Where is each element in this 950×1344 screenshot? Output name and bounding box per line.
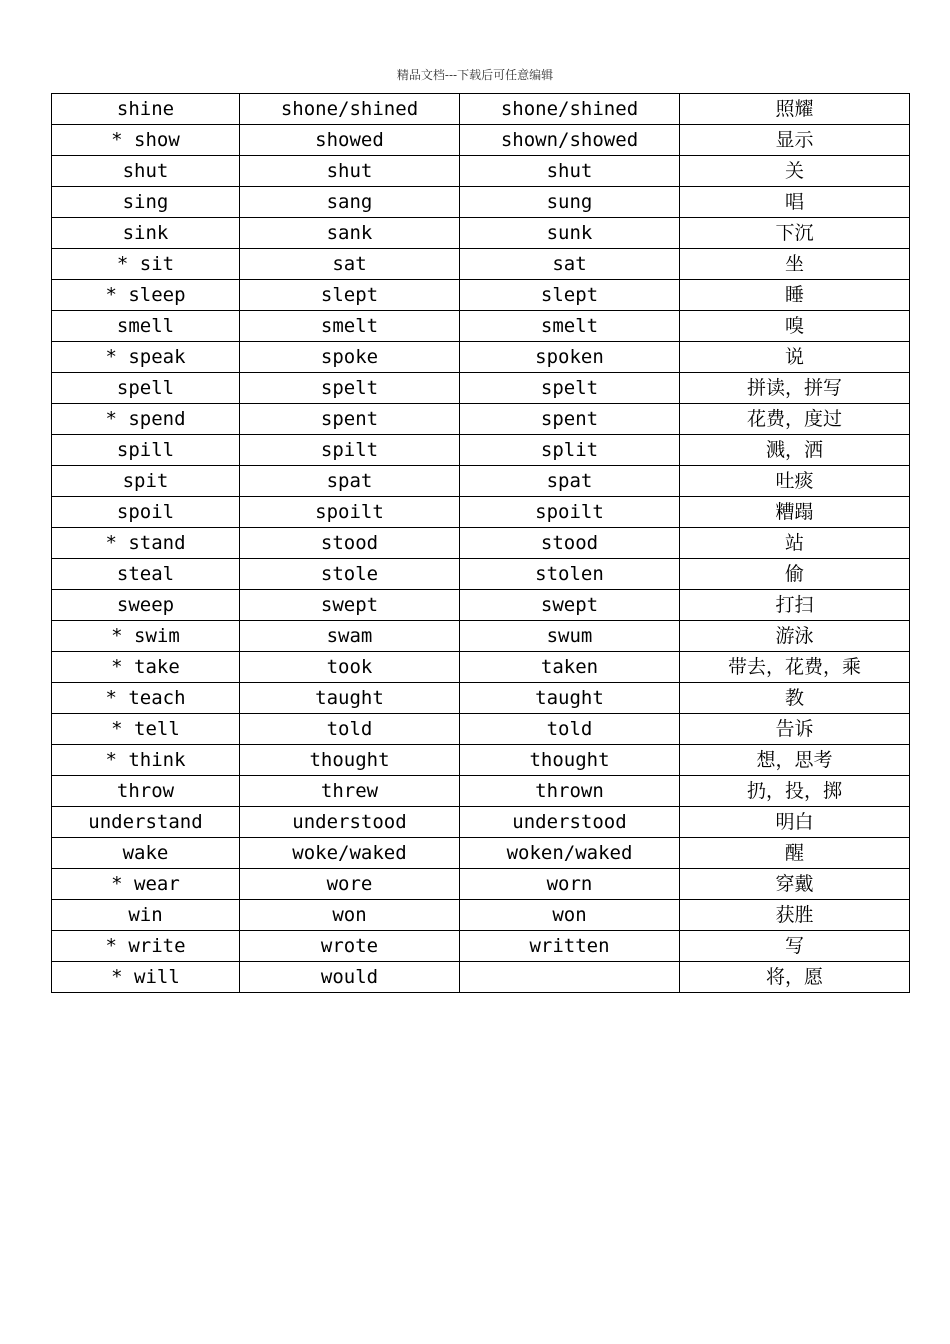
meaning-cell: 偷 xyxy=(680,559,910,590)
past-tense-cell: spelt xyxy=(240,373,460,404)
table-row xyxy=(52,497,910,528)
base-form-cell: understand xyxy=(52,807,240,838)
table-row xyxy=(52,869,910,900)
meaning-cell: 花费，度过 xyxy=(680,404,910,435)
table-row xyxy=(52,373,910,404)
past-participle-cell: won xyxy=(460,900,680,931)
meaning-cell: 拼读，拼写 xyxy=(680,373,910,404)
past-participle-cell: slept xyxy=(460,280,680,311)
past-participle-cell: spent xyxy=(460,404,680,435)
past-participle-cell: understood xyxy=(460,807,680,838)
table-row xyxy=(52,435,910,466)
meaning-cell: 带去，花费，乘 xyxy=(680,652,910,683)
past-tense-cell: won xyxy=(240,900,460,931)
past-tense-cell: wrote xyxy=(240,931,460,962)
table-row xyxy=(52,931,910,962)
past-participle-cell: told xyxy=(460,714,680,745)
meaning-cell: 告诉 xyxy=(680,714,910,745)
table-row xyxy=(52,125,910,156)
past-participle-cell: worn xyxy=(460,869,680,900)
base-form-cell: wake xyxy=(52,838,240,869)
table-row xyxy=(52,838,910,869)
past-participle-cell: spelt xyxy=(460,373,680,404)
base-form-cell: win xyxy=(52,900,240,931)
base-form-cell: * think xyxy=(52,745,240,776)
base-form-cell: shut xyxy=(52,156,240,187)
meaning-cell: 醒 xyxy=(680,838,910,869)
table-row xyxy=(52,900,910,931)
past-participle-cell: stood xyxy=(460,528,680,559)
past-tense-cell: shut xyxy=(240,156,460,187)
meaning-cell: 坐 xyxy=(680,249,910,280)
base-form-cell: * swim xyxy=(52,621,240,652)
meaning-cell: 获胜 xyxy=(680,900,910,931)
meaning-cell: 照耀 xyxy=(680,94,910,125)
base-form-cell: * spend xyxy=(52,404,240,435)
base-form-cell: sweep xyxy=(52,590,240,621)
base-form-cell: sink xyxy=(52,218,240,249)
meaning-cell: 说 xyxy=(680,342,910,373)
base-form-cell: sing xyxy=(52,187,240,218)
base-form-cell: steal xyxy=(52,559,240,590)
past-tense-cell: spoke xyxy=(240,342,460,373)
past-tense-cell: smelt xyxy=(240,311,460,342)
past-participle-cell: spoken xyxy=(460,342,680,373)
verb-table-body xyxy=(52,94,910,993)
table-row xyxy=(52,962,910,993)
base-form-cell: spell xyxy=(52,373,240,404)
table-row xyxy=(52,466,910,497)
table-row xyxy=(52,714,910,745)
past-tense-cell: taught xyxy=(240,683,460,714)
past-participle-cell: sung xyxy=(460,187,680,218)
past-tense-cell: showed xyxy=(240,125,460,156)
meaning-cell: 关 xyxy=(680,156,910,187)
base-form-cell: * teach xyxy=(52,683,240,714)
meaning-cell: 穿戴 xyxy=(680,869,910,900)
table-row xyxy=(52,776,910,807)
table-row xyxy=(52,528,910,559)
base-form-cell: shine xyxy=(52,94,240,125)
past-tense-cell: took xyxy=(240,652,460,683)
past-tense-cell: stood xyxy=(240,528,460,559)
past-participle-cell xyxy=(460,962,680,993)
table-row xyxy=(52,311,910,342)
past-tense-cell: sat xyxy=(240,249,460,280)
past-participle-cell: swept xyxy=(460,590,680,621)
past-tense-cell: threw xyxy=(240,776,460,807)
past-tense-cell: slept xyxy=(240,280,460,311)
table-row xyxy=(52,559,910,590)
table-row xyxy=(52,218,910,249)
meaning-cell: 嗅 xyxy=(680,311,910,342)
base-form-cell: spill xyxy=(52,435,240,466)
base-form-cell: * take xyxy=(52,652,240,683)
past-participle-cell: shone/shined xyxy=(460,94,680,125)
table-row xyxy=(52,156,910,187)
meaning-cell: 游泳 xyxy=(680,621,910,652)
past-participle-cell: taken xyxy=(460,652,680,683)
table-row xyxy=(52,621,910,652)
table-row xyxy=(52,807,910,838)
meaning-cell: 糟蹋 xyxy=(680,497,910,528)
base-form-cell: throw xyxy=(52,776,240,807)
meaning-cell: 溅，洒 xyxy=(680,435,910,466)
table-row xyxy=(52,590,910,621)
meaning-cell: 睡 xyxy=(680,280,910,311)
base-form-cell: * wear xyxy=(52,869,240,900)
past-tense-cell: stole xyxy=(240,559,460,590)
past-participle-cell: thrown xyxy=(460,776,680,807)
past-participle-cell: swum xyxy=(460,621,680,652)
base-form-cell: * will xyxy=(52,962,240,993)
past-tense-cell: spilt xyxy=(240,435,460,466)
past-tense-cell: swept xyxy=(240,590,460,621)
meaning-cell: 想，思考 xyxy=(680,745,910,776)
past-tense-cell: swam xyxy=(240,621,460,652)
base-form-cell: * stand xyxy=(52,528,240,559)
meaning-cell: 教 xyxy=(680,683,910,714)
base-form-cell: smell xyxy=(52,311,240,342)
past-tense-cell: spent xyxy=(240,404,460,435)
table-row xyxy=(52,745,910,776)
table-row xyxy=(52,187,910,218)
past-tense-cell: sang xyxy=(240,187,460,218)
base-form-cell: * write xyxy=(52,931,240,962)
table-row xyxy=(52,280,910,311)
past-participle-cell: spoilt xyxy=(460,497,680,528)
meaning-cell: 打扫 xyxy=(680,590,910,621)
past-participle-cell: sunk xyxy=(460,218,680,249)
past-tense-cell: spat xyxy=(240,466,460,497)
table-row xyxy=(52,404,910,435)
meaning-cell: 写 xyxy=(680,931,910,962)
page-header: 精品文档---下载后可任意编辑 xyxy=(396,68,554,82)
meaning-cell: 显示 xyxy=(680,125,910,156)
past-tense-cell: spoilt xyxy=(240,497,460,528)
past-tense-cell: wore xyxy=(240,869,460,900)
past-tense-cell: sank xyxy=(240,218,460,249)
meaning-cell: 站 xyxy=(680,528,910,559)
meaning-cell: 明白 xyxy=(680,807,910,838)
table-row xyxy=(52,249,910,280)
past-tense-cell: told xyxy=(240,714,460,745)
irregular-verb-table xyxy=(51,93,910,993)
past-participle-cell: written xyxy=(460,931,680,962)
base-form-cell: * speak xyxy=(52,342,240,373)
base-form-cell: * sit xyxy=(52,249,240,280)
table-row xyxy=(52,342,910,373)
past-tense-cell: woke/waked xyxy=(240,838,460,869)
past-participle-cell: sat xyxy=(460,249,680,280)
past-participle-cell: split xyxy=(460,435,680,466)
table-row xyxy=(52,94,910,125)
past-participle-cell: thought xyxy=(460,745,680,776)
base-form-cell: spoil xyxy=(52,497,240,528)
past-participle-cell: smelt xyxy=(460,311,680,342)
base-form-cell: spit xyxy=(52,466,240,497)
table-row xyxy=(52,683,910,714)
meaning-cell: 吐痰 xyxy=(680,466,910,497)
past-participle-cell: taught xyxy=(460,683,680,714)
base-form-cell: * sleep xyxy=(52,280,240,311)
base-form-cell: * tell xyxy=(52,714,240,745)
past-tense-cell: thought xyxy=(240,745,460,776)
meaning-cell: 将，愿 xyxy=(680,962,910,993)
past-tense-cell: understood xyxy=(240,807,460,838)
past-participle-cell: stolen xyxy=(460,559,680,590)
past-participle-cell: woken/waked xyxy=(460,838,680,869)
past-tense-cell: would xyxy=(240,962,460,993)
past-participle-cell: shown/showed xyxy=(460,125,680,156)
meaning-cell: 唱 xyxy=(680,187,910,218)
base-form-cell: * show xyxy=(52,125,240,156)
past-participle-cell: spat xyxy=(460,466,680,497)
meaning-cell: 扔，投，掷 xyxy=(680,776,910,807)
meaning-cell: 下沉 xyxy=(680,218,910,249)
past-participle-cell: shut xyxy=(460,156,680,187)
past-tense-cell: shone/shined xyxy=(240,94,460,125)
table-row xyxy=(52,652,910,683)
